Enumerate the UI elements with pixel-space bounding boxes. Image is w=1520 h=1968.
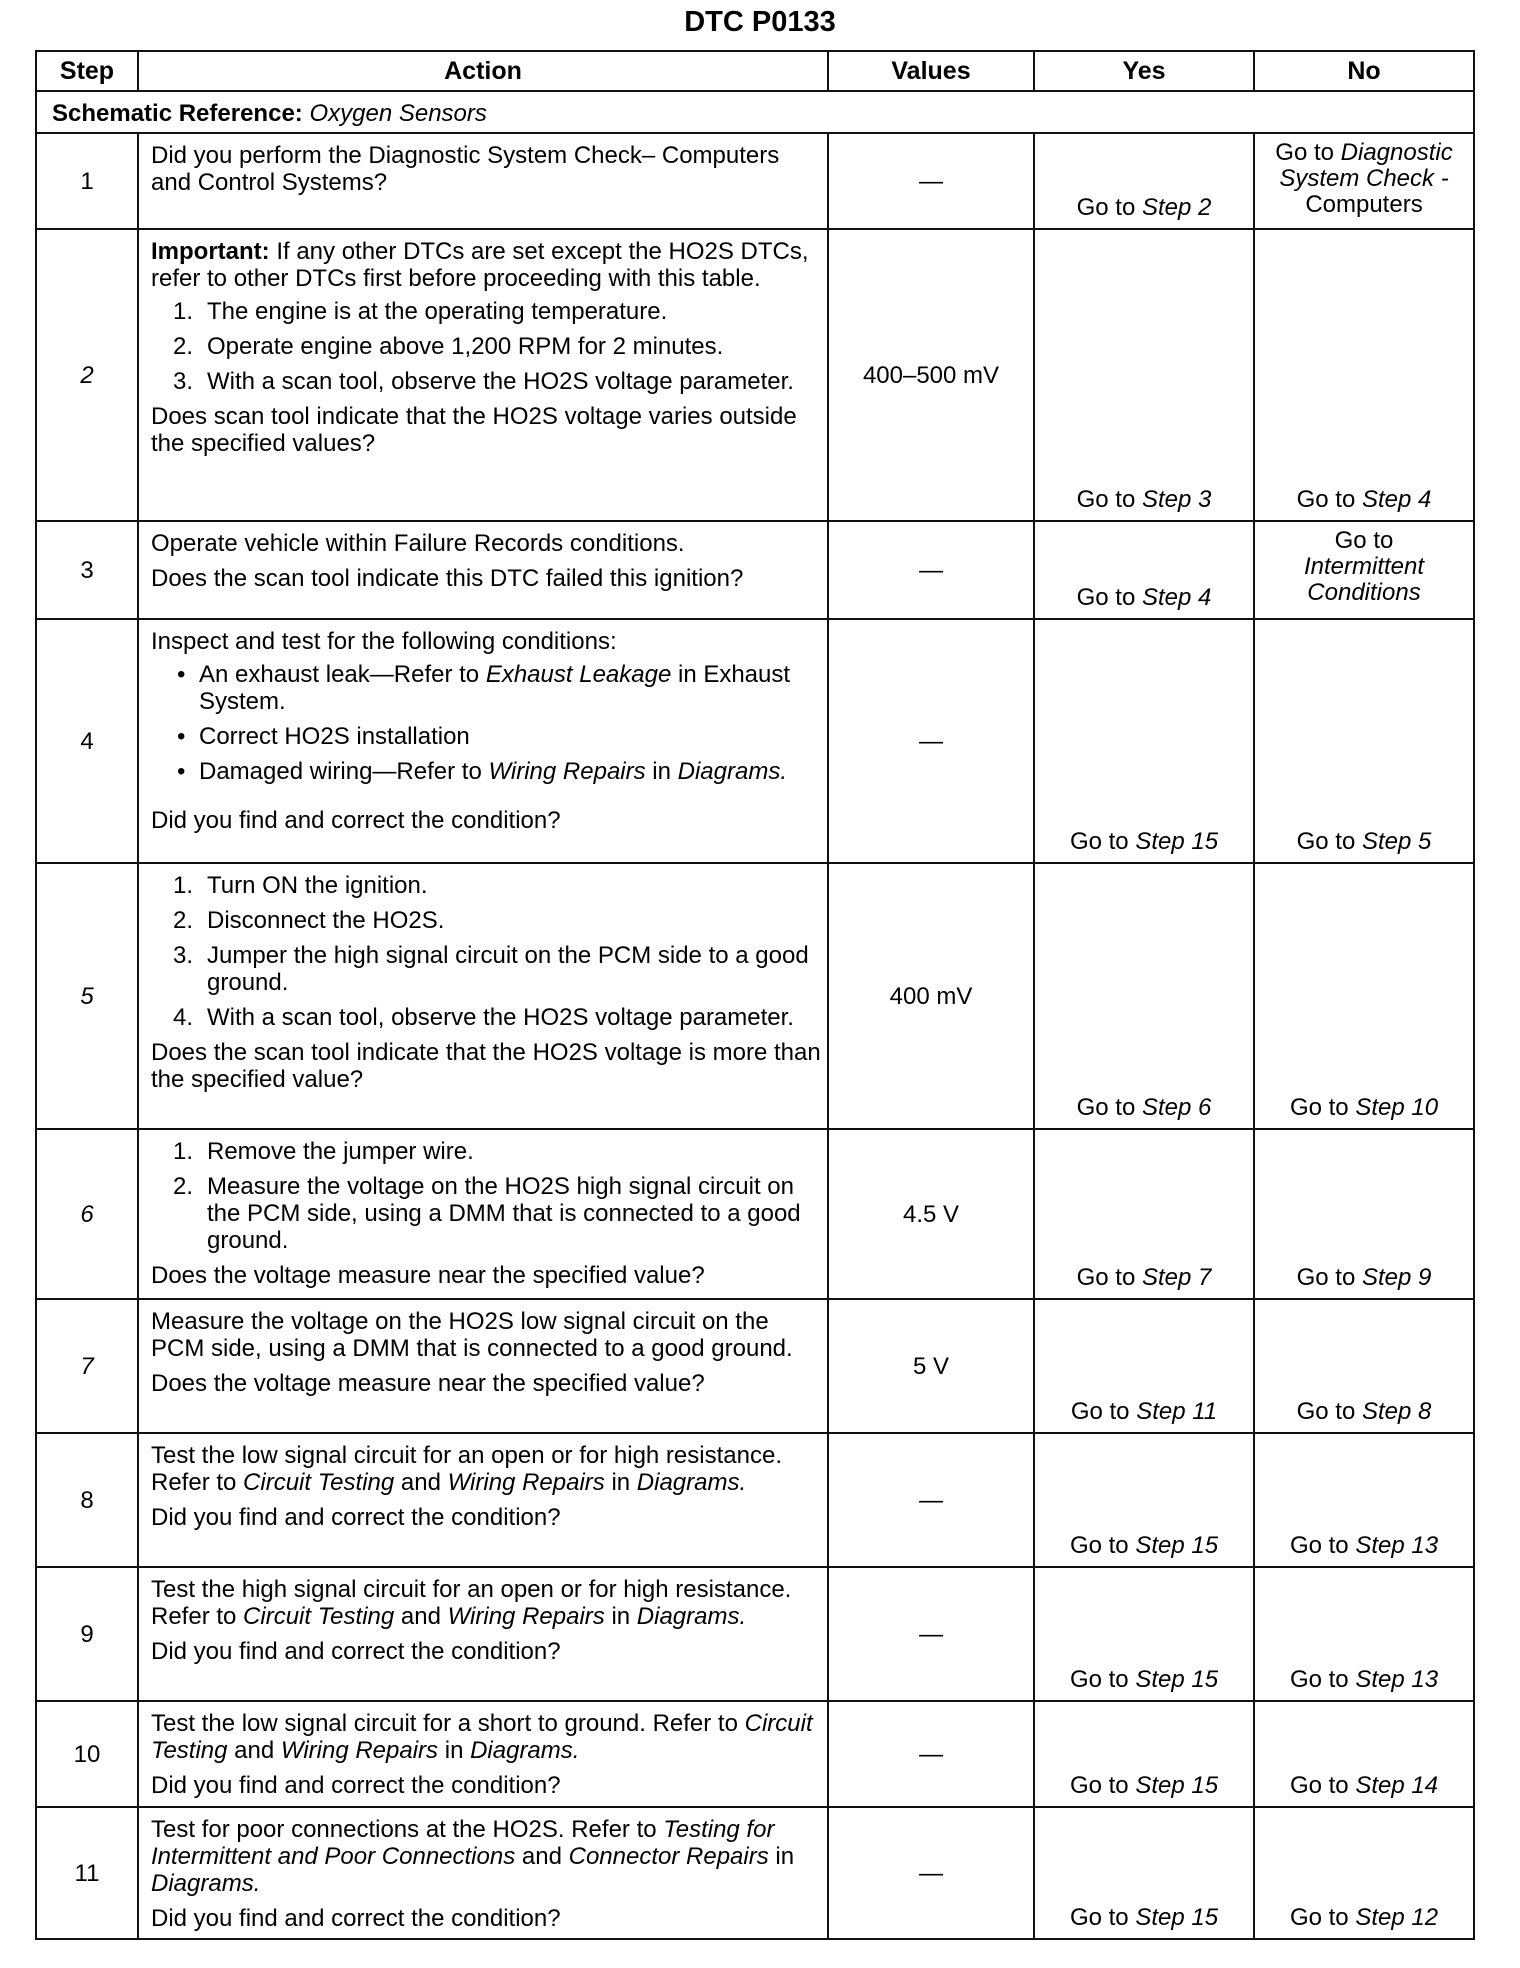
yes-cell: Go to Step 15 <box>1034 1807 1254 1939</box>
yes-cell: Go to Step 11 <box>1034 1299 1254 1433</box>
table-row <box>36 521 1474 619</box>
list-item: 2. Disconnect the HO2S. <box>173 907 445 934</box>
action-cell <box>138 229 828 521</box>
bullet-list <box>151 661 821 785</box>
list-item: 1. Turn ON the ignition. <box>173 872 428 899</box>
list-item: • Correct HO2S installation <box>177 723 470 750</box>
step-number: 5 <box>36 863 138 1129</box>
step-number: 6 <box>36 1129 138 1299</box>
no-cell: Go to Step 4 <box>1254 229 1474 521</box>
action-text: Test the low signal circuit for an open or for high resistance. Refer to Circuit Testing and Wiring Repairs in Diagrams. <box>151 1442 782 1496</box>
values-cell: — <box>828 619 1034 863</box>
header-values: Values <box>828 51 1034 91</box>
action-text: Test the high signal circuit for an open or for high resistance. Refer to Circuit Testing and Wiring Repairs in Diagrams. <box>151 1576 792 1630</box>
header-yes: Yes <box>1034 51 1254 91</box>
no-suffix: Computers <box>1305 191 1423 218</box>
values-cell: 400 mV <box>828 863 1034 1129</box>
values-cell: — <box>828 521 1034 619</box>
step-number: 1 <box>36 133 138 229</box>
table-row <box>36 619 1474 863</box>
action-question: Does the scan tool indicate this DTC failed this ignition? <box>151 565 744 592</box>
list-item: 2. Operate engine above 1,200 RPM for 2 minutes. <box>173 333 724 360</box>
important-text: If any other DTCs are set except the HO2S DTCs, refer to other DTCs first before proceeding with this table. <box>151 238 809 292</box>
no-cell <box>1254 133 1474 229</box>
yes-cell: Go to Step 3 <box>1034 229 1254 521</box>
numbered-list <box>151 1138 821 1254</box>
no-cell: Go to Step 9 <box>1254 1129 1474 1299</box>
yes-cell: Go to Step 15 <box>1034 619 1254 863</box>
action-text: Measure the voltage on the HO2S low signal circuit on the PCM side, using a DMM that is connected to a good ground. <box>151 1308 793 1362</box>
action-cell <box>138 1701 828 1807</box>
action-question: Does scan tool indicate that the HO2S voltage varies outside the specified values? <box>151 403 797 457</box>
action-cell <box>138 619 828 863</box>
action-text: Test for poor connections at the HO2S. Refer to Testing for Intermittent and Poor Connections and Connector Repairs in Diagrams. <box>151 1816 795 1897</box>
values-cell: — <box>828 1433 1034 1567</box>
action-question: Did you find and correct the condition? <box>151 1638 561 1665</box>
yes-cell: Go to Step 7 <box>1034 1129 1254 1299</box>
list-item: 3. With a scan tool, observe the HO2S voltage parameter. <box>173 368 794 395</box>
values-cell: 5 V <box>828 1299 1034 1433</box>
values-cell: — <box>828 1567 1034 1701</box>
action-cell <box>138 521 828 619</box>
action-text: Operate vehicle within Failure Records conditions. <box>151 530 685 557</box>
no-cell: Go to Step 12 <box>1254 1807 1474 1939</box>
no-cell: Go to Step 8 <box>1254 1299 1474 1433</box>
yes-cell: Go to Step 15 <box>1034 1701 1254 1807</box>
yes-cell: Go to Step 15 <box>1034 1433 1254 1567</box>
no-cell: Go to Step 5 <box>1254 619 1474 863</box>
header-step: Step <box>36 51 138 91</box>
no-cell: Go to Intermittent Conditions <box>1254 521 1474 619</box>
table-row <box>36 1701 1474 1807</box>
table-row <box>36 863 1474 1129</box>
action-question: Did you find and correct the condition? <box>151 1504 561 1531</box>
step-number: 10 <box>36 1701 138 1807</box>
numbered-list <box>151 298 821 395</box>
no-target: Diagnostic System Check - <box>1279 139 1453 192</box>
action-cell <box>138 1567 828 1701</box>
yes-prefix: Go to <box>1076 194 1142 221</box>
action-cell <box>138 1433 828 1567</box>
step-number: 11 <box>36 1807 138 1939</box>
yes-cell <box>1034 133 1254 229</box>
values-cell: — <box>828 1701 1034 1807</box>
values-cell: 4.5 V <box>828 1129 1034 1299</box>
list-item: 1. The engine is at the operating temperature. <box>173 298 668 325</box>
table-row <box>36 229 1474 521</box>
yes-target: Step 2 <box>1141 194 1212 221</box>
table-row <box>36 1807 1474 1939</box>
action-question: Did you find and correct the condition? <box>151 1905 561 1932</box>
yes-cell: Go to Step 15 <box>1034 1567 1254 1701</box>
values-cell: — <box>828 1807 1034 1939</box>
table-row <box>36 133 1474 229</box>
action-cell <box>138 863 828 1129</box>
header-action: Action <box>138 51 828 91</box>
action-question: Does the voltage measure near the specified value? <box>151 1262 705 1289</box>
table-row <box>36 1129 1474 1299</box>
step-number: 4 <box>36 619 138 863</box>
header-no: No <box>1254 51 1474 91</box>
schematic-reference <box>36 91 1474 133</box>
list-item: 1. Remove the jumper wire. <box>173 1138 474 1165</box>
no-cell: Go to Step 13 <box>1254 1433 1474 1567</box>
diagnostic-table <box>35 50 1475 1940</box>
action-text: Test the low signal circuit for a short to ground. Refer to Circuit Testing and Wiring Repairs in Diagrams. <box>151 1710 813 1764</box>
list-item: 4. With a scan tool, observe the HO2S voltage parameter. <box>173 1004 794 1031</box>
action-cell <box>138 1299 828 1433</box>
schematic-label: Schematic Reference: <box>52 99 303 127</box>
step-number: 2 <box>36 229 138 521</box>
schematic-row <box>36 91 1474 133</box>
step-number: 7 <box>36 1299 138 1433</box>
schematic-value: Oxygen Sensors <box>309 99 487 127</box>
list-item: • An exhaust leak—Refer to Exhaust Leakage in Exhaust System. <box>177 661 791 715</box>
list-item: 2. Measure the voltage on the HO2S high signal circuit on the PCM side, using a DMM that is connected to a good ground. <box>173 1173 801 1254</box>
yes-cell: Go to Step 6 <box>1034 863 1254 1129</box>
step-number: 9 <box>36 1567 138 1701</box>
yes-cell: Go to Step 4 <box>1034 521 1254 619</box>
action-question: Does the scan tool indicate that the HO2S voltage is more than the specified value? <box>151 1039 821 1093</box>
no-prefix: Go to <box>1275 139 1341 166</box>
header-row <box>36 51 1474 91</box>
action-question: Did you find and correct the condition? <box>151 807 561 834</box>
table-row <box>36 1567 1474 1701</box>
action-cell <box>138 1807 828 1939</box>
action-question: Did you find and correct the condition? <box>151 1772 561 1799</box>
action-question: Does the voltage measure near the specified value? <box>151 1370 705 1397</box>
table-row <box>36 1433 1474 1567</box>
action-cell <box>138 1129 828 1299</box>
action-text: Inspect and test for the following conditions: <box>151 628 617 655</box>
no-cell: Go to Step 10 <box>1254 863 1474 1129</box>
numbered-list <box>151 872 821 1031</box>
list-item: 3. Jumper the high signal circuit on the PCM side to a good ground. <box>173 942 809 996</box>
list-item: • Damaged wiring—Refer to Wiring Repairs in Diagrams. <box>177 758 787 785</box>
important-label: Important: <box>151 238 270 265</box>
action-cell <box>138 133 828 229</box>
action-text: Did you perform the Diagnostic System Check– Computers and Control Systems? <box>151 142 780 196</box>
table-row <box>36 1299 1474 1433</box>
step-number: 8 <box>36 1433 138 1567</box>
no-cell: Go to Step 13 <box>1254 1567 1474 1701</box>
important-note <box>151 238 821 292</box>
page-title: DTC P0133 <box>684 6 836 38</box>
values-cell: 400–500 mV <box>828 229 1034 521</box>
step-number: 3 <box>36 521 138 619</box>
values-cell: — <box>828 133 1034 229</box>
no-cell: Go to Step 14 <box>1254 1701 1474 1807</box>
